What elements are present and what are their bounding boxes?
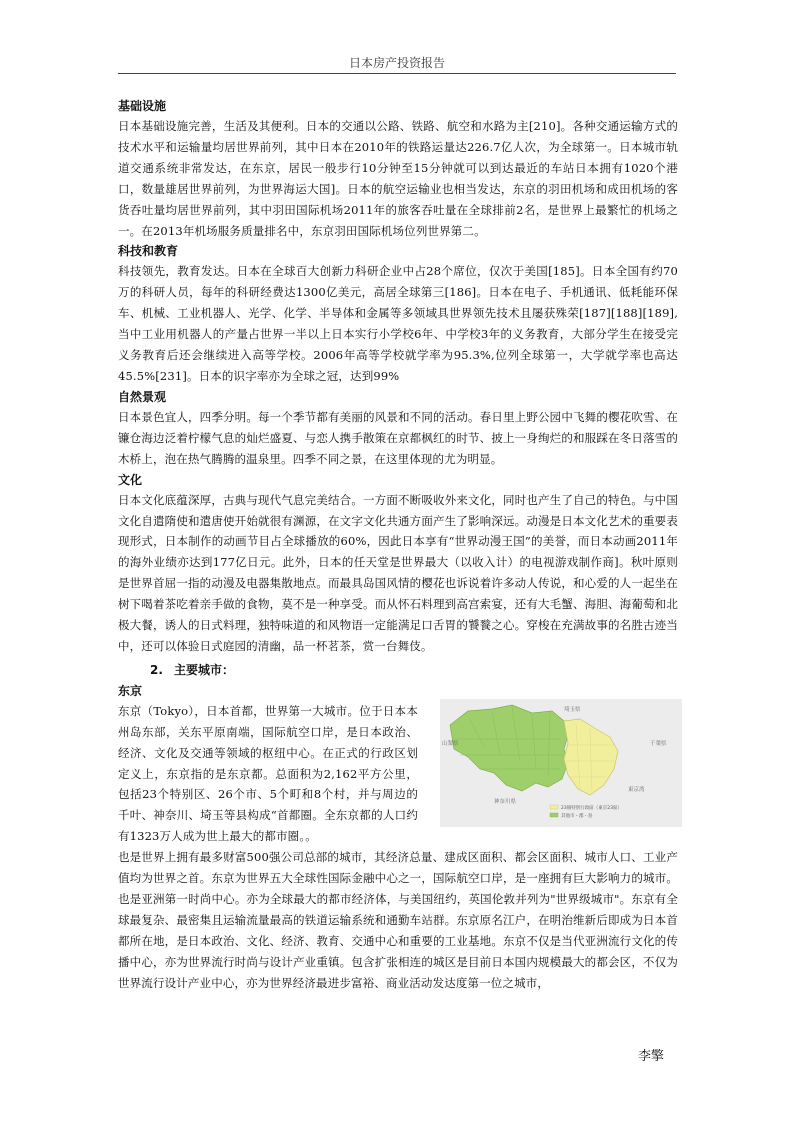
tokyo-map <box>440 699 682 827</box>
heading-scenery: 自然景观 <box>118 389 167 404</box>
heading-infrastructure: 基础设施 <box>118 99 167 113</box>
paragraph-tech: 科技领先，教育发达。日本在全球百大创新力科研企业中占28个席位，仅次于美国[185]。日本全国有约70万的科研人员，每年的科研经费达1300亿美元，高居全球第三[186]。日本在电子、手机通讯、低耗能环保车、机械、工业机器人、光学、化学、半导体和金属等多领域具世界领先技术且屡获殊荣[187][188][189],当中工业用机器人的产量占世界一半以上日本实行小学校6年、中学校3年的义务教育，大部分学生在接受完义务教育后还会继续进入高等学校。2006年高等学校就学率为95.3%,位列全球第一，大学就学率也高达45.5%[231]。日本的识字率亦为全球之冠，达到99% <box>118 264 678 383</box>
section-number: 2. <box>150 662 163 677</box>
map-label-chiba: 千葉県 <box>650 740 667 747</box>
footer-author: 李擎 <box>638 1049 665 1064</box>
paragraph-tokyo-detail: 也是世界上拥有最多财富500强公司总部的城市，其经济总量、建成区面积、都会区面积、城市人口、工业产值均为世界之首。东京为世界五大全球性国际金融中心之一，国际航空口岸，是一座拥有巨大影响力的城市。也是亚洲第一时尚中心。亦为全球最大的都市经济体，与美国纽约，英国伦敦并列为"世界级城市"。东京有全球最复杂、最密集且运输流量最高的铁道运输系统和通勤车站群。东京原名江户，在明治维新后即成为日本首都所在地，是日本政治、文化、经济、教育、交通中心和重要的工业基地。东京不仅是当代亚洲流行文化的传播中心，亦为世界流行时尚与设计产业重镇。包含扩张相连的城区是目前日本国内规模最大的都会区，不仅为世界流行设计产业中心，亦为世界经济最进步富裕、商业活动发达度第一位之城市， <box>118 850 678 990</box>
map-label-yamanashi: 山梨県 <box>442 740 459 747</box>
map-label-saitama: 埼玉県 <box>564 706 581 713</box>
legend-swatch-other <box>550 813 558 817</box>
heading-tokyo: 东京 <box>118 683 143 698</box>
header-divider <box>118 73 676 74</box>
heading-culture: 文化 <box>118 472 143 487</box>
legend-label-wards: 23個特別行政區（東京23區） <box>561 805 622 811</box>
paragraph-scenery: 日本景色宜人，四季分明。每一个季节都有美丽的风景和不同的活动。春日里上野公园中飞舞的樱花吹雪、在镰仓海边泛着柠檬气息的灿烂盛夏、与恋人携手散策在京都枫红的时节、披上一身绚烂的和服踩在冬日落雪的木桥上，泡在热气腾腾的温泉里。四季不同之景，在这里体现的尤为明显。 <box>118 409 678 466</box>
map-label-tokyo-bay: 東京湾 <box>628 786 645 793</box>
legend-label-other: 其他市・郡・島 <box>561 813 593 819</box>
document-body <box>118 96 678 994</box>
page-header-title: 日本房产投资报告 <box>348 56 445 70</box>
tokyo-section <box>118 681 678 847</box>
heading-main-cities <box>150 659 678 681</box>
paragraph-infrastructure: 日本基础设施完善，生活及其便利。日本的交通以公路、铁路、航空和水路为主[210]。各种交通运输方式的技术水平和运输量均居世界前列，其中日本在2010年的铁路运量达226.7亿人次，为全球第一。日本城市轨道交通系统非常发达，在东京，居民一般步行10分钟至15分钟就可以到达最近的车站日本拥有1020个港口，数量雄居世界前列，为世界海运大国]。日本的航空运输业也相当发达，东京的羽田机场和成田机场的客货吞吐量均居世界前列，其中羽田国际机场2011年的旅客吞吐量在全球排前2名，是世界上最繁忙的机场之一。在2013年机场服务质量排名中，东京羽田国际机场位列世界第二。 <box>118 119 678 238</box>
heading-tech: 科技和教育 <box>118 244 179 259</box>
paragraph-culture: 日本文化底蕴深厚，古典与现代气息完美结合。一方面不断吸收外来文化，同时也产生了自己的特色。与中国文化自遣隋使和遣唐使开始就很有渊源，在文字文化共通方面产生了影响深远。动漫是日本文化艺术的重要表现形式，日本制作的动画节目占全球播放的60%，因此日本享有“世界动漫王国”的美誉，而日本动画2011年的海外业绩亦达到177亿日元。此外，日本的任天堂是世界最大（以收入计）的电视游戏制作商]。秋叶原则是世界首屈一指的动漫及电器集散地点。而最具岛国风情的樱花也诉说着许多动人传说，和心爱的人一起坐在树下喝着茶吃着亲手做的食物，莫不是一种享受。而从怀石料理到高宫索宴，还有大毛蟹、海胆、海葡萄和北极大餐，诱人的日式料理，独特味道的和风物语一定能满足口舌胃的饕餮之心。穿梭在充满故事的名胜古迹当中，还可以体验日式庭园的清幽，品一杯茗茶，赏一台舞伎。 <box>118 492 678 653</box>
legend-swatch-wards <box>550 805 558 809</box>
paragraph-tokyo-intro: 东京（Tokyo），日本首都，世界第一大城市。位于日本本州岛东部，关东平原南端，国际航空口岸，是日本政治、经济、文化及交通等领域的枢纽中心。在正式的行政区划定义上，东京指的是东京都。总面积为2,162平方公里，包括23个特别区、26个市、5个町和8个村，并与周边的千叶、神奈川、埼玉等县构成“首都圈。全东京都的人口约有1323万人成为世上最大的都市圈。。 <box>118 703 418 844</box>
map-label-kanagawa: 神奈川県 <box>494 798 517 805</box>
section-title: 主要城市： <box>174 662 235 677</box>
